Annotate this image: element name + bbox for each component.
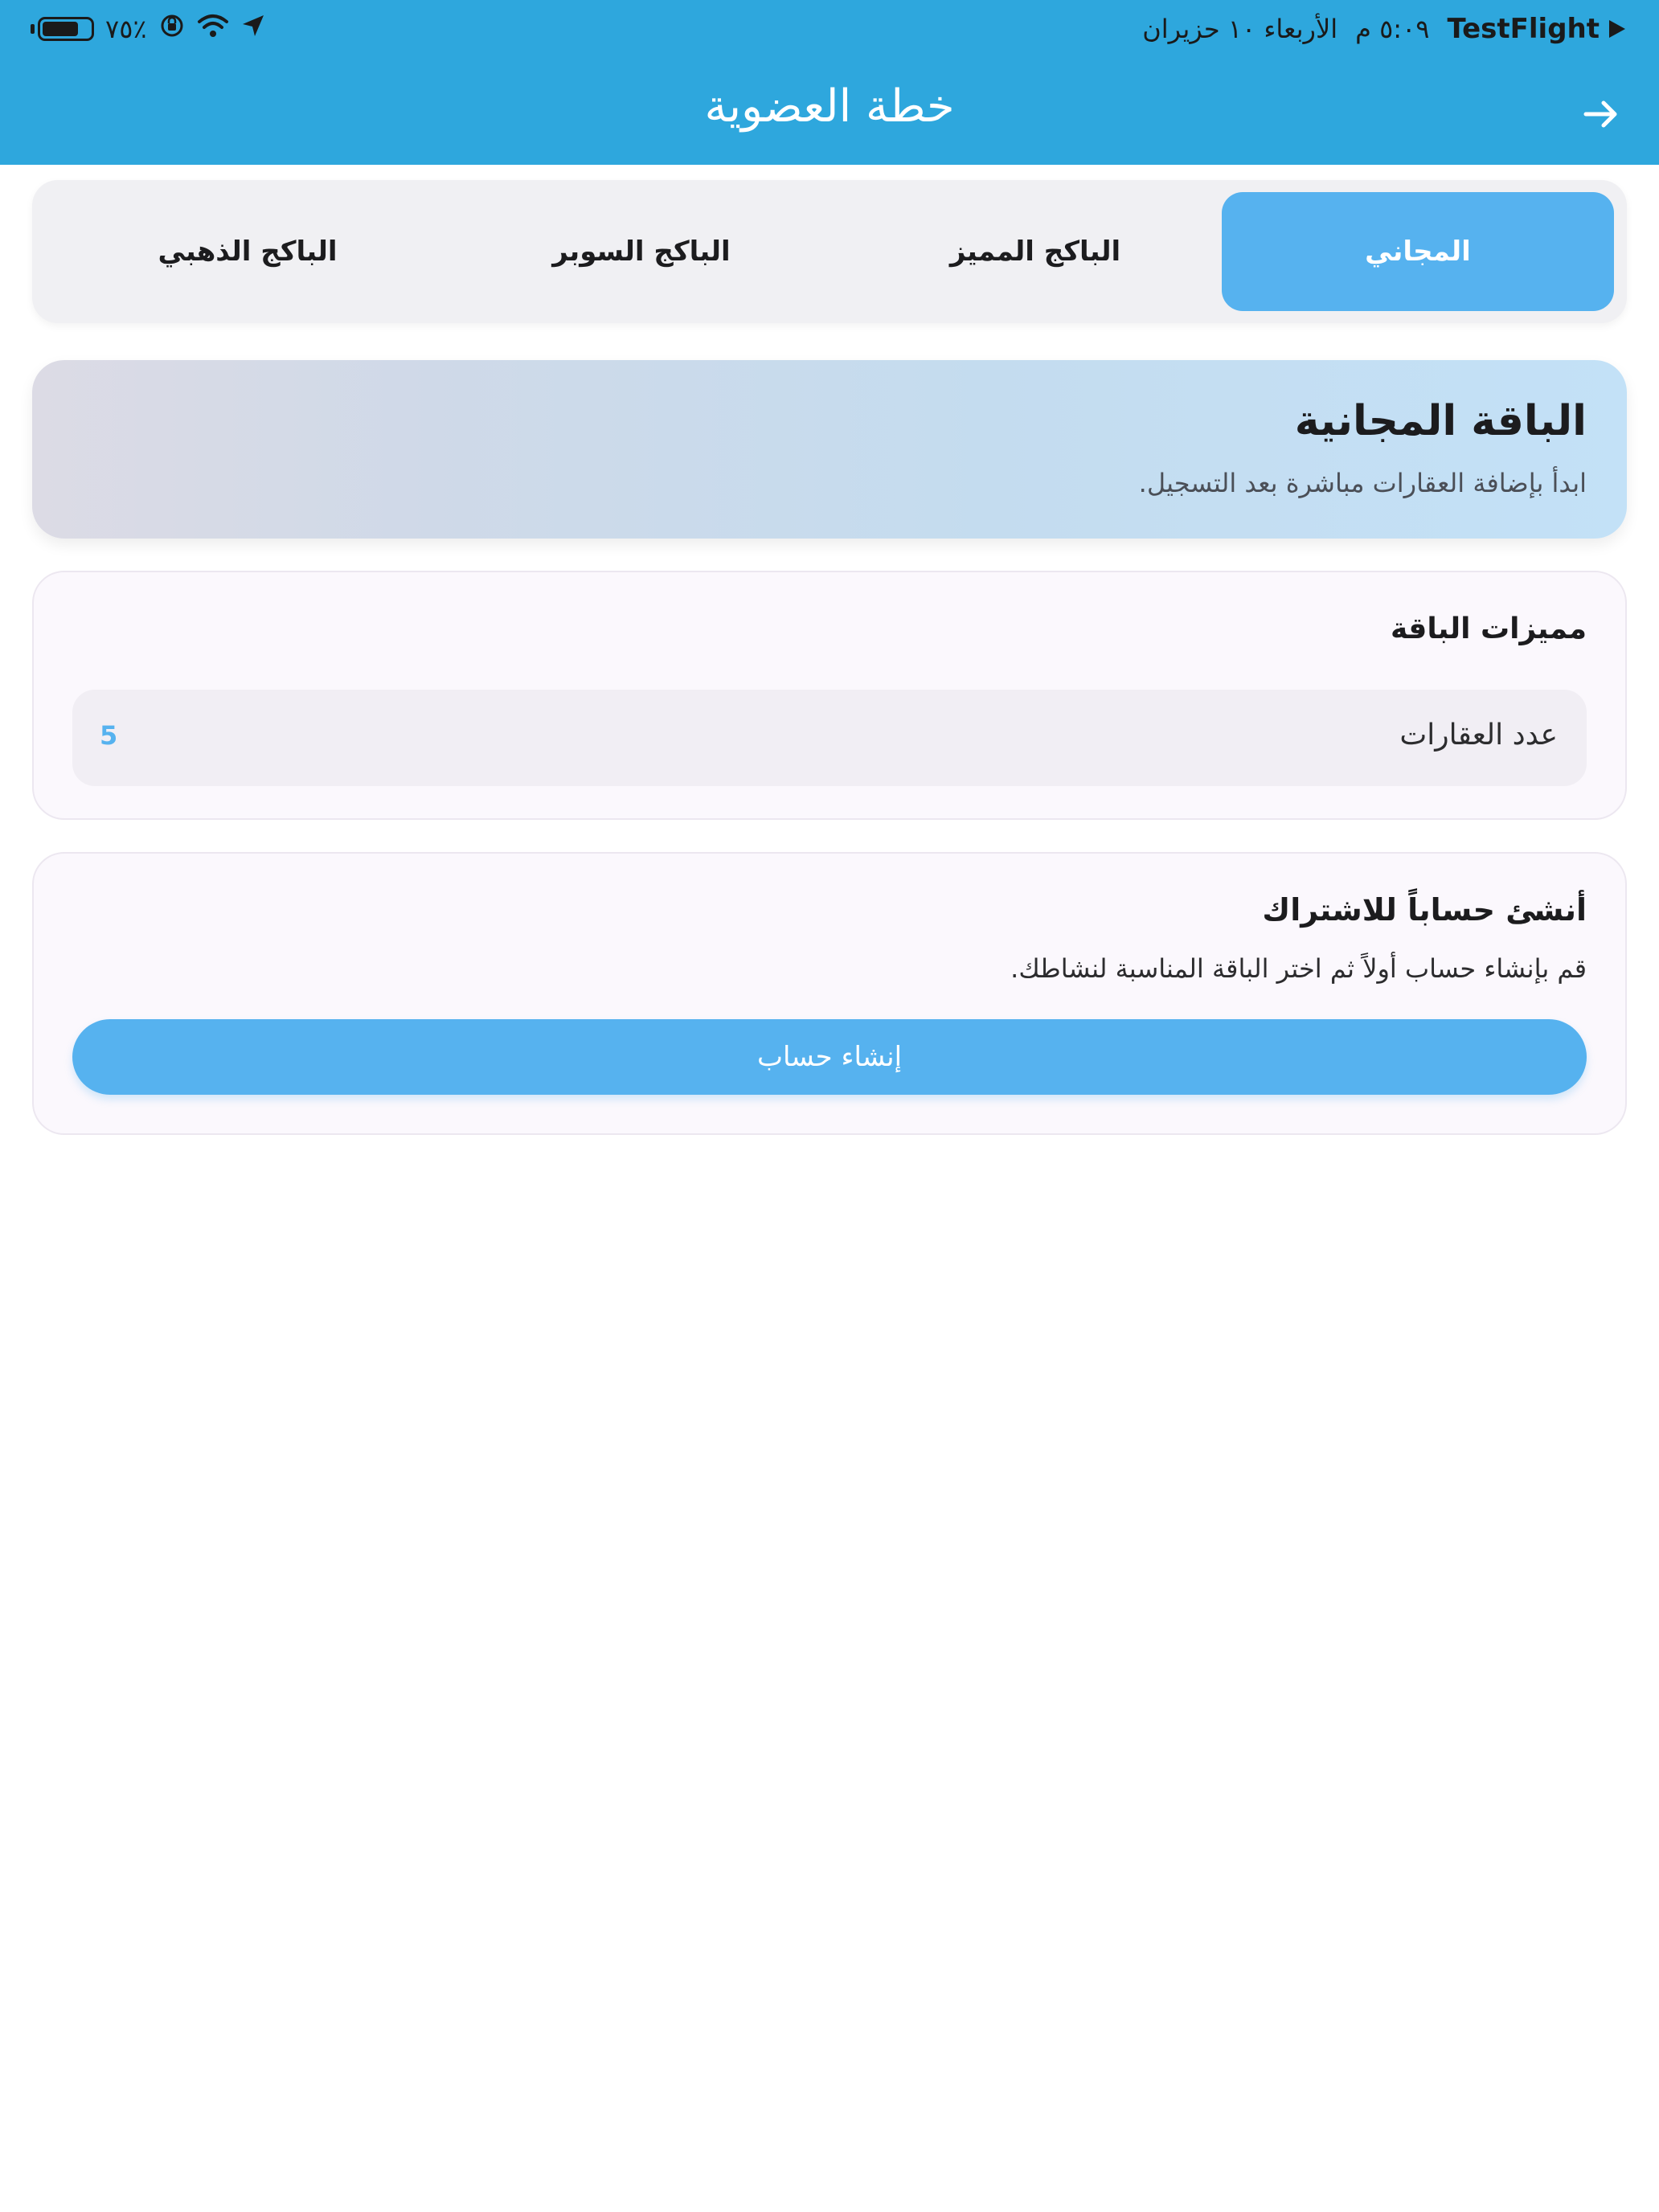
features-title: مميزات الباقة: [1390, 612, 1587, 645]
signup-title: أنشئ حساباً للاشتراك: [1262, 892, 1587, 928]
status-left-group: [31, 13, 266, 45]
back-app-label: TestFlight: [1447, 13, 1600, 45]
wifi-icon: [197, 13, 229, 45]
status-date: الأربعاء ١٠ حزيران: [1142, 14, 1338, 44]
features-card: [32, 571, 1627, 820]
signup-card: [32, 852, 1627, 1135]
battery-tip: [31, 24, 35, 34]
battery-icon: [38, 17, 94, 41]
feature-row: [72, 690, 1587, 786]
arrow-right-icon: [1579, 92, 1623, 136]
plan-hero-card: [32, 360, 1627, 539]
tab-gold[interactable]: الباكج الذهبي: [158, 236, 338, 268]
status-right-group: [1142, 13, 1627, 45]
play-icon: [1608, 18, 1627, 39]
battery-percent: ٧٥٪: [105, 14, 147, 44]
create-account-button[interactable]: إنشاء حساب: [72, 1019, 1587, 1095]
tab-free[interactable]: المجاني: [1222, 192, 1614, 311]
signup-description: قم بإنشاء حساب أولاً ثم اختر الباقة المناسبة لنشاطك.: [1010, 953, 1587, 984]
tab-super[interactable]: الباكج السوبر: [552, 236, 731, 268]
feature-label: عدد العقارات: [1399, 719, 1558, 752]
plan-title: الباقة المجانية: [1294, 397, 1587, 445]
plan-subtitle: ابدأ بإضافة العقارات مباشرة بعد التسجيل.: [1138, 468, 1587, 498]
orientation-lock-icon: [158, 12, 186, 46]
page-title: خطة العضوية: [704, 80, 955, 133]
back-button[interactable]: [1579, 92, 1623, 136]
tab-premium[interactable]: الباكج المميز: [949, 236, 1121, 268]
location-arrow-icon: [240, 13, 266, 45]
status-bar: [0, 0, 1659, 56]
plan-tabs: [32, 180, 1627, 323]
feature-value: 5: [100, 720, 118, 751]
status-time: ٥:٠٩ م: [1355, 14, 1430, 44]
back-to-app-link[interactable]: [1447, 13, 1627, 45]
app-header: [0, 0, 1659, 165]
